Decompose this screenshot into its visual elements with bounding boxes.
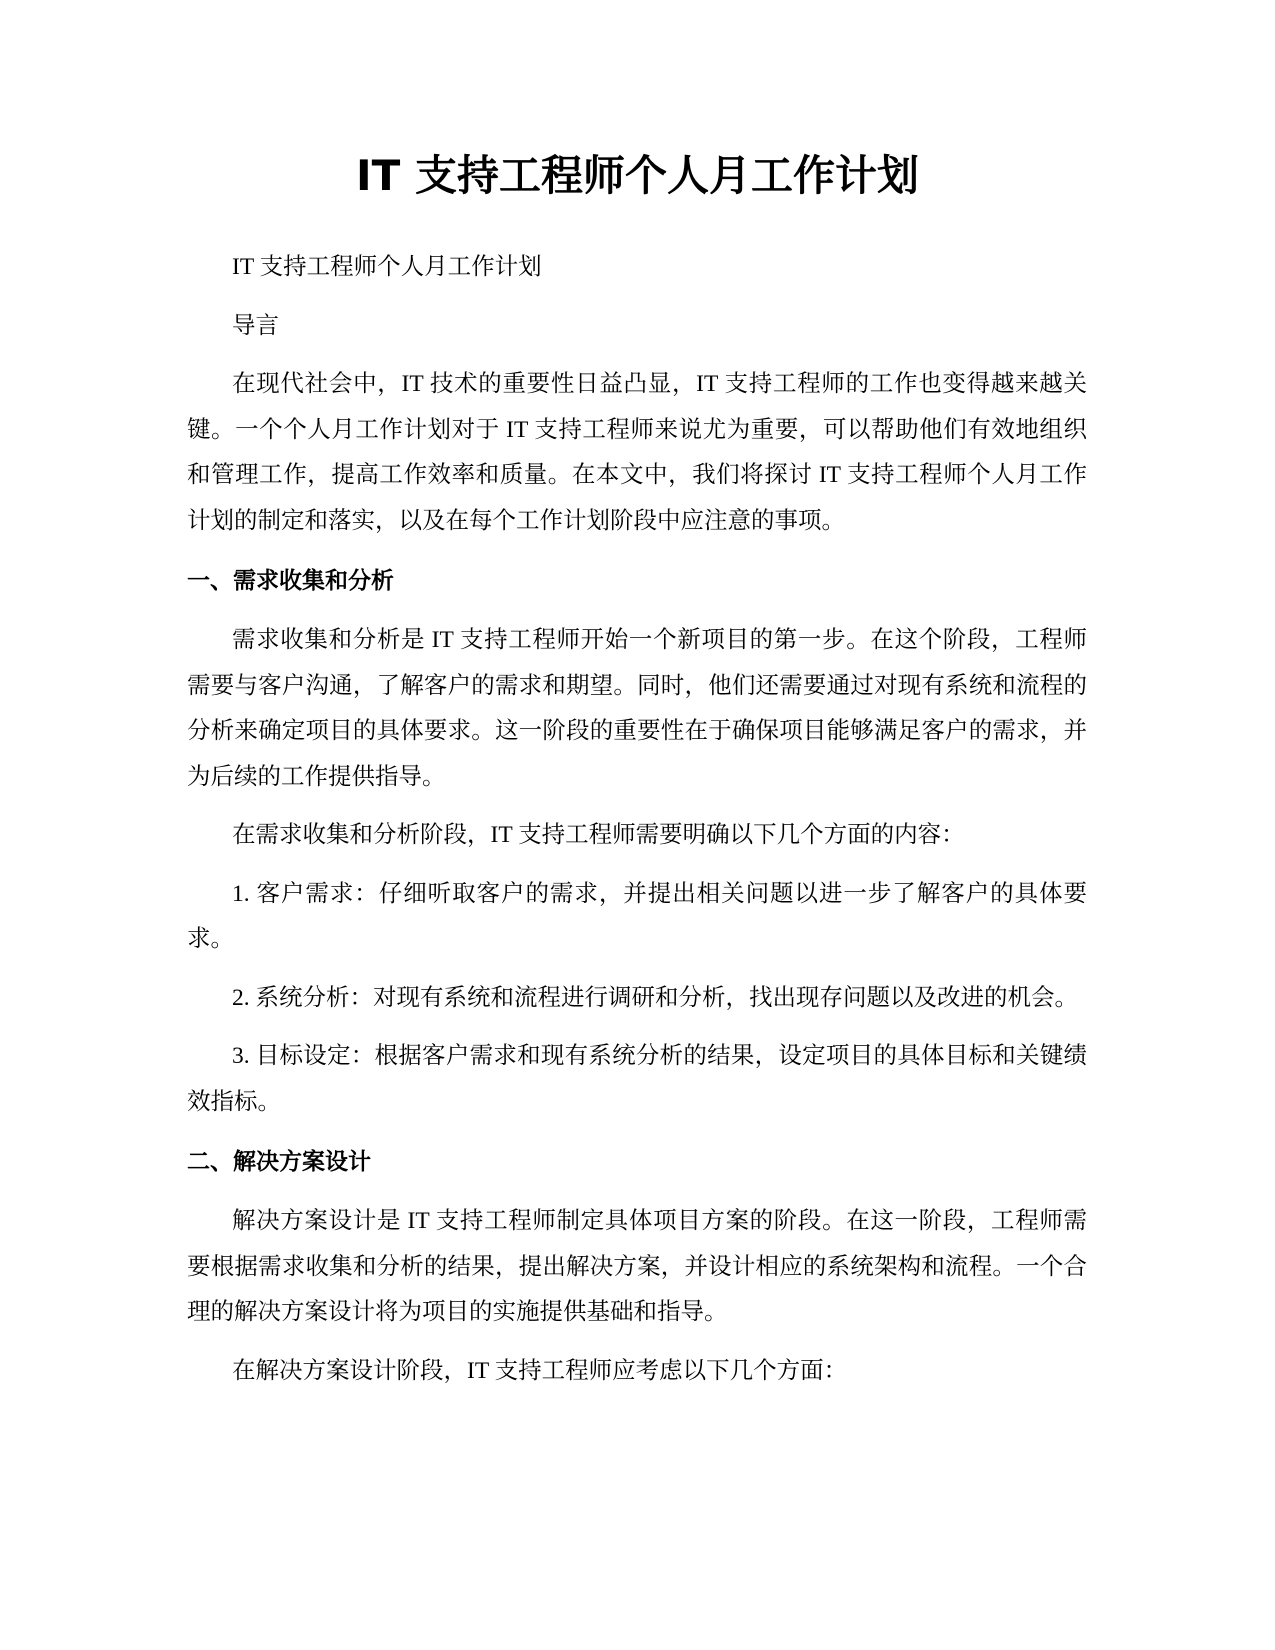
requirements-paragraph: 需求收集和分析是 IT 支持工程师开始一个新项目的第一步。在这个阶段，工程师需要与客户沟通，了解客户的需求和期望。同时，他们还需要通过对现有系统和流程的分析来确定项目的具体要求。这一阶段的重要性在于确保项目能够满足客户的需求，并为后续的工作提供指导。 — [187, 627, 1087, 790]
subtitle-line: IT 支持工程师个人月工作计划 — [232, 254, 542, 280]
list-item-system-analysis: 2. 系统分析：对现有系统和流程进行调研和分析，找出现存问题以及改进的机会。 — [232, 984, 1078, 1011]
solution-design-lead-paragraph: 在解决方案设计阶段，IT 支持工程师应考虑以下几个方面： — [232, 1357, 848, 1384]
requirements-lead-paragraph: 在需求收集和分析阶段，IT 支持工程师需要明确以下几个方面的内容： — [232, 822, 965, 848]
solution-design-paragraph: 解决方案设计是 IT 支持工程师制定具体项目方案的阶段。在这一阶段，工程师需要根据需求收集和分析的结果，提出解决方案，并设计相应的系统架构和流程。一个合理的解决方案设计将为项目的实施提供基础和指导。 — [187, 1208, 1087, 1325]
list-item-customer-needs: 1. 客户需求：仔细听取客户的需求，并提出相关问题以进一步了解客户的具体要求。 — [187, 880, 1087, 952]
section-heading-solution-design: 二、解决方案设计 — [187, 1149, 371, 1175]
intro-paragraph: 在现代社会中，IT 技术的重要性日益凸显，IT 支持工程师的工作也变得越来越关键。一个个人月工作计划对于 IT 支持工程师来说尤为重要，可以帮助他们有效地组织和管理工作，提高工作效率和质量。在本文中，我们将探讨 IT 支持工程师个人月工作计划的制定和落实，以及在每个工作计划阶段中应注意的事项。 — [187, 371, 1087, 534]
document-body — [187, 245, 1087, 1394]
intro-heading: 导言 — [232, 312, 279, 339]
document-title: IT 支持工程师个人月工作计划 — [356, 151, 919, 200]
list-item-goal-setting: 3. 目标设定：根据客户需求和现有系统分析的结果，设定项目的具体目标和关键绩效指标。 — [187, 1043, 1087, 1115]
section-heading-requirements: 一、需求收集和分析 — [187, 568, 394, 594]
